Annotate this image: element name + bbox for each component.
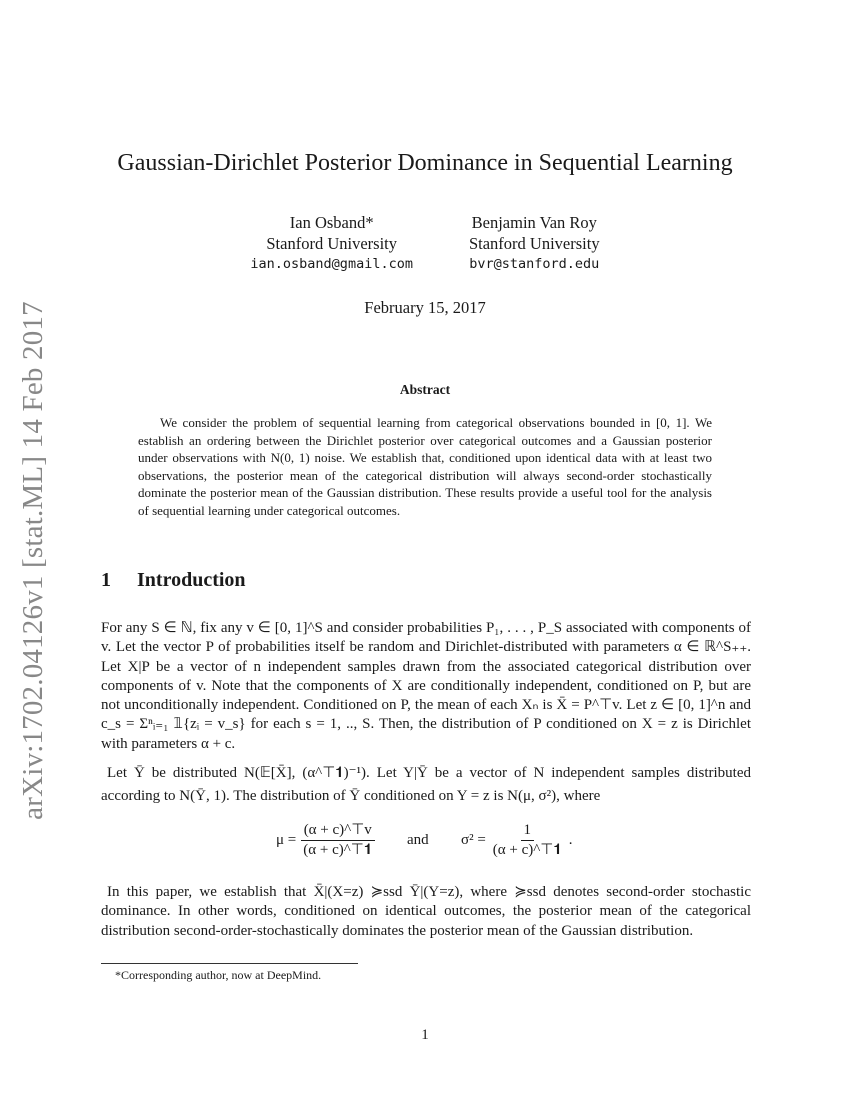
footnote: *Corresponding author, now at DeepMind.	[115, 968, 322, 982]
paper-title: Gaussian-Dirichlet Posterior Dominance in Sequential Learning	[117, 150, 733, 176]
equation-and	[407, 818, 429, 862]
abstract-heading: Abstract	[399, 382, 451, 397]
author-email[interactable]: bvr@stanford.edu	[469, 256, 600, 272]
and-word: and	[407, 831, 429, 848]
mu-fraction	[300, 821, 375, 860]
author-name: Ian Osband*	[289, 213, 374, 232]
section-number: 1	[101, 569, 111, 591]
mu-numerator: (α + c)^⊤v	[301, 821, 375, 841]
sigma-label: σ² =	[461, 831, 486, 848]
mu-label: μ =	[276, 831, 297, 848]
sigma-equation: σ² = $\frac{1}{(\alpha + c)\^{}⊤𝟏}$ .	[461, 821, 573, 858]
abstract-text: We consider the problem of sequential learning from categorical observations bounded in [0, 1]. We establish an ordering between the Dirichlet posterior over categorical outcomes and a Gaussian posterior under observations with N(0, 1) noise. We establish that, conditioned upon identical data with at least two observations, the posterior mean of the categorical distribution will always second-order stochastically dominate the posterior mean of the Gaussian distribution. These results provide a useful tool for the analysis of sequential learning under categorical outcomes.	[138, 415, 712, 518]
display-equation	[0, 818, 850, 862]
section-heading	[101, 569, 246, 592]
author-affiliation: Stanford University	[266, 234, 397, 253]
author-1	[250, 212, 413, 275]
intro-paragraph-3: In this paper, we establish that X̄|(X=z) ≽ssd Ȳ|(Y=z), where ≽ssd denotes second-order stochastic dominance. In other words, conditioned on identical outcomes, the posterior mean of the categorical distribution second-order-stochastically dominates the posterior mean of the Gaussian distribution.	[101, 884, 751, 939]
page-number: 1	[421, 1027, 429, 1043]
author-affiliation: Stanford University	[468, 234, 600, 253]
sigma-denominator: (α + c)^⊤𝟏	[492, 841, 562, 858]
arxiv-identifier-text: arXiv:1702.04126v1 [stat.ML] 14 Feb 2017	[16, 300, 49, 820]
sigma-fraction	[490, 821, 565, 860]
sigma-numerator: 1	[521, 821, 535, 841]
author-2	[469, 212, 600, 275]
author-email[interactable]: ian.osband@gmail.com	[250, 256, 413, 272]
paper-date: February 15, 2017	[364, 298, 486, 317]
author-name: Benjamin Van Roy	[471, 213, 597, 232]
author-block	[0, 212, 850, 275]
section-title: Introduction	[137, 569, 246, 591]
mu-denominator: (α + c)^⊤𝟏	[303, 841, 373, 858]
intro-paragraph-1: For any S ∈ ℕ, fix any v ∈ [0, 1]^S and consider probabilities P₁, . . . , P_S associated with components of v. Let the vector P of probabilities itself be random and Dirichlet-distributed with parameters α ∈ ℝ^S₊₊. Let X|P be a vector of n independent samples drawn from the associated categorical distribution over components of v. Note that the components of X are conditionally independent, conditioned on P, but are not unconditionally independent. Conditioned on P, the mean of each Xₙ is X̄ = P^⊤v. Let z ∈ [0, 1]^n and c_s = Σⁿᵢ₌₁ 𝟙{zᵢ = v_s} for each s = 1, .., S. Then, the distribution of P conditioned on X = z is Dirichlet with parameters α + c.	[101, 620, 751, 752]
footnote-rule	[101, 963, 358, 964]
mu-equation	[276, 818, 379, 862]
intro-paragraph-2: Let Ȳ be distributed N(𝔼[X̄], (α^⊤𝟏)⁻¹). Let Y|Ȳ be a vector of N independent samples distributed according to N(Ȳ, 1). The distribution of Ȳ conditioned on Y = z is N(μ, σ²), where	[101, 765, 751, 804]
